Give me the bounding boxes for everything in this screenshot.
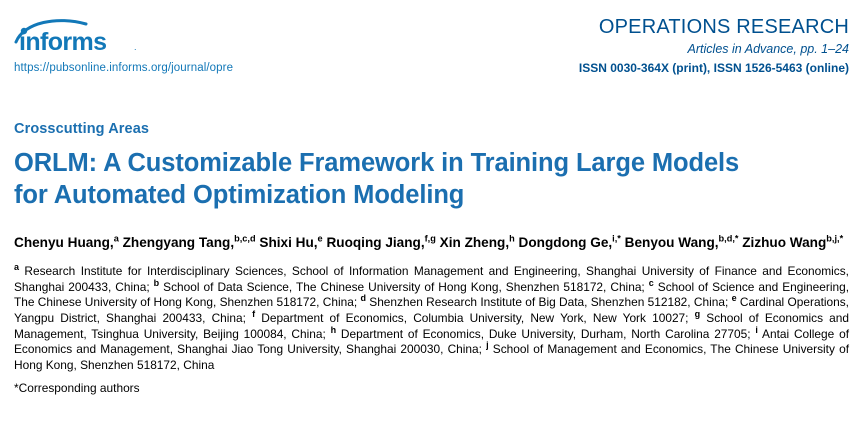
author-affiliation-mark: b,d,* xyxy=(718,233,739,244)
svg-text:.: . xyxy=(134,42,137,52)
affiliation-text: Shenzhen Research Institute of Big Data, Shenzhen 512182, China; xyxy=(365,295,732,310)
affiliation-text: School of Economics and Management, Tsinghua University, Beijing 100084, China; xyxy=(14,311,850,341)
affiliation-mark: h xyxy=(330,324,337,335)
affiliation-text: Department of Economics, Duke University, Durham, North Carolina 27705; xyxy=(336,326,756,341)
author-name: Chenyu Huang, xyxy=(14,235,114,251)
author-affiliation-mark: e xyxy=(317,233,323,244)
author-name: Shixi Hu, xyxy=(259,235,318,251)
paper-title-line-2: for Automated Optimization Modeling xyxy=(14,180,465,209)
affiliation-mark: c xyxy=(648,277,654,288)
affiliation-mark: d xyxy=(360,293,366,304)
journal-issn: ISSN 0030-364X (print), ISSN 1526-5463 (online) xyxy=(578,61,849,75)
masthead xyxy=(14,0,849,75)
svg-text:informs: informs xyxy=(19,28,107,54)
journal-info xyxy=(579,14,849,75)
affiliation-mark: g xyxy=(694,309,701,320)
informs-logo-icon xyxy=(14,14,166,54)
affiliation-text: School of Science and Engineering, The Chinese University of Hong Kong, Shenzhen 518172, China; xyxy=(14,279,850,310)
author-affiliation-mark: i,* xyxy=(612,233,621,244)
author-affiliation-mark: b,j,* xyxy=(826,233,844,244)
author-name: Zizhuo Wang xyxy=(742,235,827,251)
author-name: Dongdong Ge, xyxy=(518,235,613,251)
author-affiliation-mark: f,g xyxy=(424,233,436,244)
affiliation-mark: a xyxy=(14,261,20,272)
author-name: Zhengyang Tang, xyxy=(122,235,235,251)
affiliation-text: School of Data Science, The Chinese University of Hong Kong, Shenzhen 518172, China; xyxy=(159,279,649,294)
journal-url-link[interactable]: https://pubsonline.informs.org/journal/opre xyxy=(14,62,234,74)
corresponding-author-note: *Corresponding authors xyxy=(14,380,140,395)
affiliation-mark: b xyxy=(153,277,160,288)
affiliation-mark: i xyxy=(755,324,758,335)
informs-logo[interactable] xyxy=(14,14,344,54)
affiliation-mark: j xyxy=(486,340,489,351)
author-affiliation-mark: a xyxy=(113,233,119,244)
author-name: Benyou Wang, xyxy=(624,235,719,251)
page-title xyxy=(14,148,849,211)
journal-title: OPERATIONS RESEARCH xyxy=(598,16,849,38)
author-affiliation-mark: b,c,d xyxy=(234,233,256,244)
section-label: Crosscutting Areas xyxy=(14,121,150,137)
affiliation-text: Research Institute for Interdisciplinary Sciences, School of Information Management and Engineering, Shanghai University of Finance and Economics, Shanghai 200433, China; xyxy=(14,263,849,294)
journal-subtitle: Articles in Advance, pp. 1–24 xyxy=(687,42,849,56)
affiliation-text: Department of Economics, Columbia University, New York, New York 10027; xyxy=(255,311,695,326)
affiliation-list xyxy=(14,261,850,374)
affiliation-text: Cardinal Operations, Yangpu District, Shanghai 200433, China; xyxy=(14,295,849,326)
author-list xyxy=(14,233,849,253)
affiliation-mark: e xyxy=(731,293,737,304)
affiliation-mark: f xyxy=(252,309,256,320)
author-name: Ruoqing Jiang, xyxy=(326,235,425,251)
author-affiliation-mark: h xyxy=(509,233,515,244)
affiliation-text: School of Management and Economics, The Chinese University of Hong Kong, Shenzhen 518172, China xyxy=(14,342,850,373)
author-name: Xin Zheng, xyxy=(439,235,510,251)
affiliation-text: Antai College of Economics and Management, Shanghai Jiao Tong University, Shanghai 200030, China; xyxy=(14,326,849,357)
paper-title-line-1: ORLM: A Customizable Framework in Training Large Models xyxy=(14,149,740,177)
publisher-brand xyxy=(14,14,344,74)
